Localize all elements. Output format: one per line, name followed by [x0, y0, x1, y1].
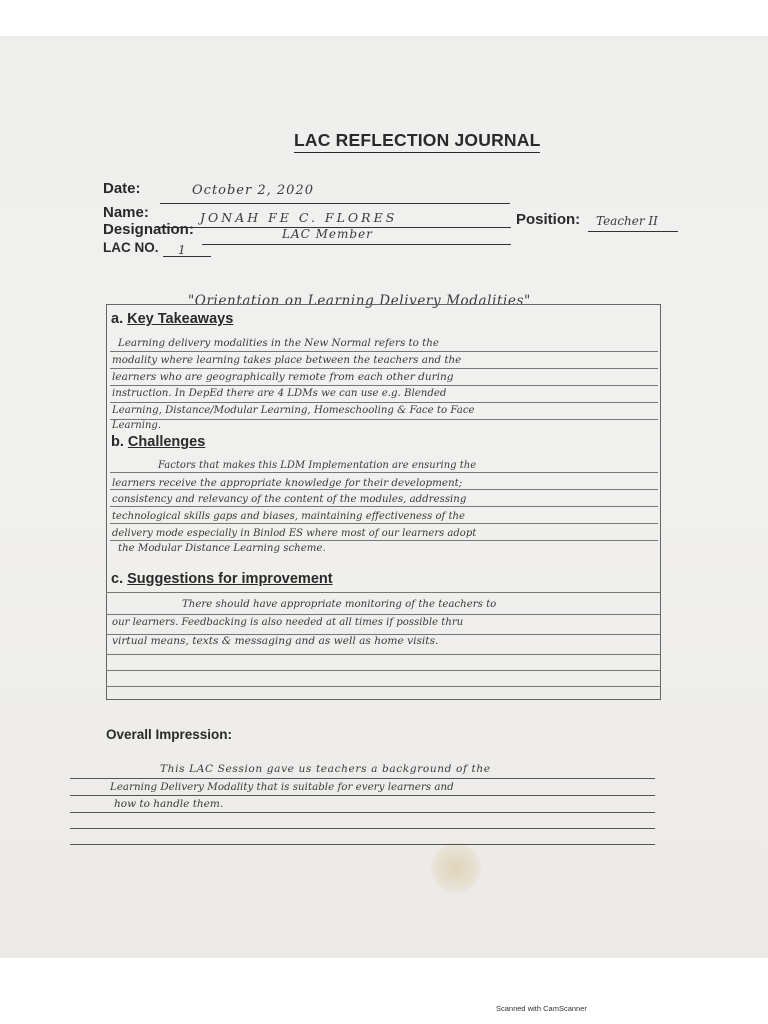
- ruled-line: [106, 654, 661, 655]
- key-takeaways-line: modality where learning takes place between the teachers and the: [112, 354, 462, 366]
- name-value: JONAH FE C. FLORES: [200, 210, 398, 225]
- ruled-line: [70, 795, 655, 796]
- lac-no-label: LAC NO.: [103, 240, 159, 255]
- suggestions-marker: c.: [111, 571, 124, 587]
- ruled-line: [70, 844, 655, 845]
- suggestions-line: virtual means, texts & messaging and as well as home visits.: [112, 635, 439, 647]
- key-takeaways-line: Learning delivery modalities in the New Normal refers to the: [118, 337, 439, 349]
- ruled-line: [70, 778, 655, 779]
- position-label: Position:: [516, 211, 581, 228]
- overall-impression-line: This LAC Session gave us teachers a background of the: [160, 763, 491, 775]
- ruled-line: [106, 614, 661, 615]
- position-value: Teacher II: [596, 214, 658, 228]
- lac-no-value: 1: [178, 243, 186, 257]
- key-takeaways-marker: a.: [111, 311, 124, 327]
- designation-label: Designation:: [103, 221, 194, 238]
- suggestions-line: There should have appropriate monitoring of the teachers to: [182, 599, 497, 610]
- challenges-line: the Modular Distance Learning scheme.: [118, 543, 326, 554]
- ruled-line: [110, 472, 658, 473]
- ruled-line: [70, 812, 655, 813]
- key-takeaways-line: Learning, Distance/Modular Learning, Homeschooling & Face to Face: [112, 405, 475, 416]
- designation-value: LAC Member: [282, 227, 373, 241]
- challenges-heading: [111, 434, 205, 450]
- suggestions-heading: [111, 571, 333, 587]
- ruled-line: [110, 489, 658, 490]
- ruled-line: [70, 828, 655, 829]
- ruled-line: [110, 506, 658, 507]
- ruled-line: [110, 402, 658, 403]
- overall-impression-line: how to handle them.: [114, 798, 224, 810]
- paper-stain: [430, 842, 482, 894]
- ruled-line: [106, 686, 661, 687]
- journal-title: LAC REFLECTION JOURNAL: [294, 130, 540, 153]
- overall-impression-title: Overall Impression:: [106, 727, 233, 742]
- overall-impression-line: Learning Delivery Modality that is suitable for every learners and: [110, 781, 454, 793]
- ruled-line: [110, 419, 658, 420]
- suggestions-title: Suggestions for improvement: [127, 571, 333, 587]
- position-underline: [588, 231, 678, 232]
- date-underline: [160, 203, 510, 204]
- key-takeaways-line: instruction. In DepEd there are 4 LDMs we can use e.g. Blended: [112, 388, 447, 399]
- challenges-line: consistency and relevancy of the content of the modules, addressing: [112, 494, 467, 505]
- challenges-line: delivery mode especially in Binlod ES where most of our learners adopt: [112, 528, 477, 539]
- date-value: October 2, 2020: [192, 183, 314, 198]
- key-takeaways-line: learners who are geographically remote from each other during: [112, 371, 454, 383]
- key-takeaways-title: Key Takeaways: [127, 311, 234, 327]
- date-label: Date:: [103, 180, 141, 197]
- challenges-marker: b.: [111, 434, 124, 450]
- challenges-title: Challenges: [127, 434, 206, 450]
- suggestions-line: our learners. Feedbacking is also needed at all times if possible thru: [112, 617, 464, 628]
- challenges-line: learners receive the appropriate knowledge for their development;: [112, 477, 463, 489]
- ruled-line: [110, 351, 658, 352]
- ruled-line: [106, 592, 661, 593]
- key-takeaways-line: Learning.: [112, 420, 161, 431]
- key-takeaways-heading: [111, 311, 233, 327]
- ruled-line: [110, 523, 658, 524]
- challenges-line: technological skills gaps and biases, maintaining effectiveness of the: [112, 511, 466, 522]
- ruled-line: [106, 670, 661, 671]
- session-topic: "Orientation on Learning Delivery Modalities": [188, 293, 531, 309]
- scanner-watermark: Scanned with CamScanner: [496, 1004, 587, 1013]
- ruled-line: [110, 385, 658, 386]
- ruled-line: [110, 368, 658, 369]
- ruled-line: [110, 540, 658, 541]
- name-label: Name:: [103, 204, 149, 221]
- designation-underline: [202, 244, 511, 245]
- challenges-line: Factors that makes this LDM Implementation are ensuring the: [158, 460, 477, 471]
- lac-no-underline: [163, 256, 211, 257]
